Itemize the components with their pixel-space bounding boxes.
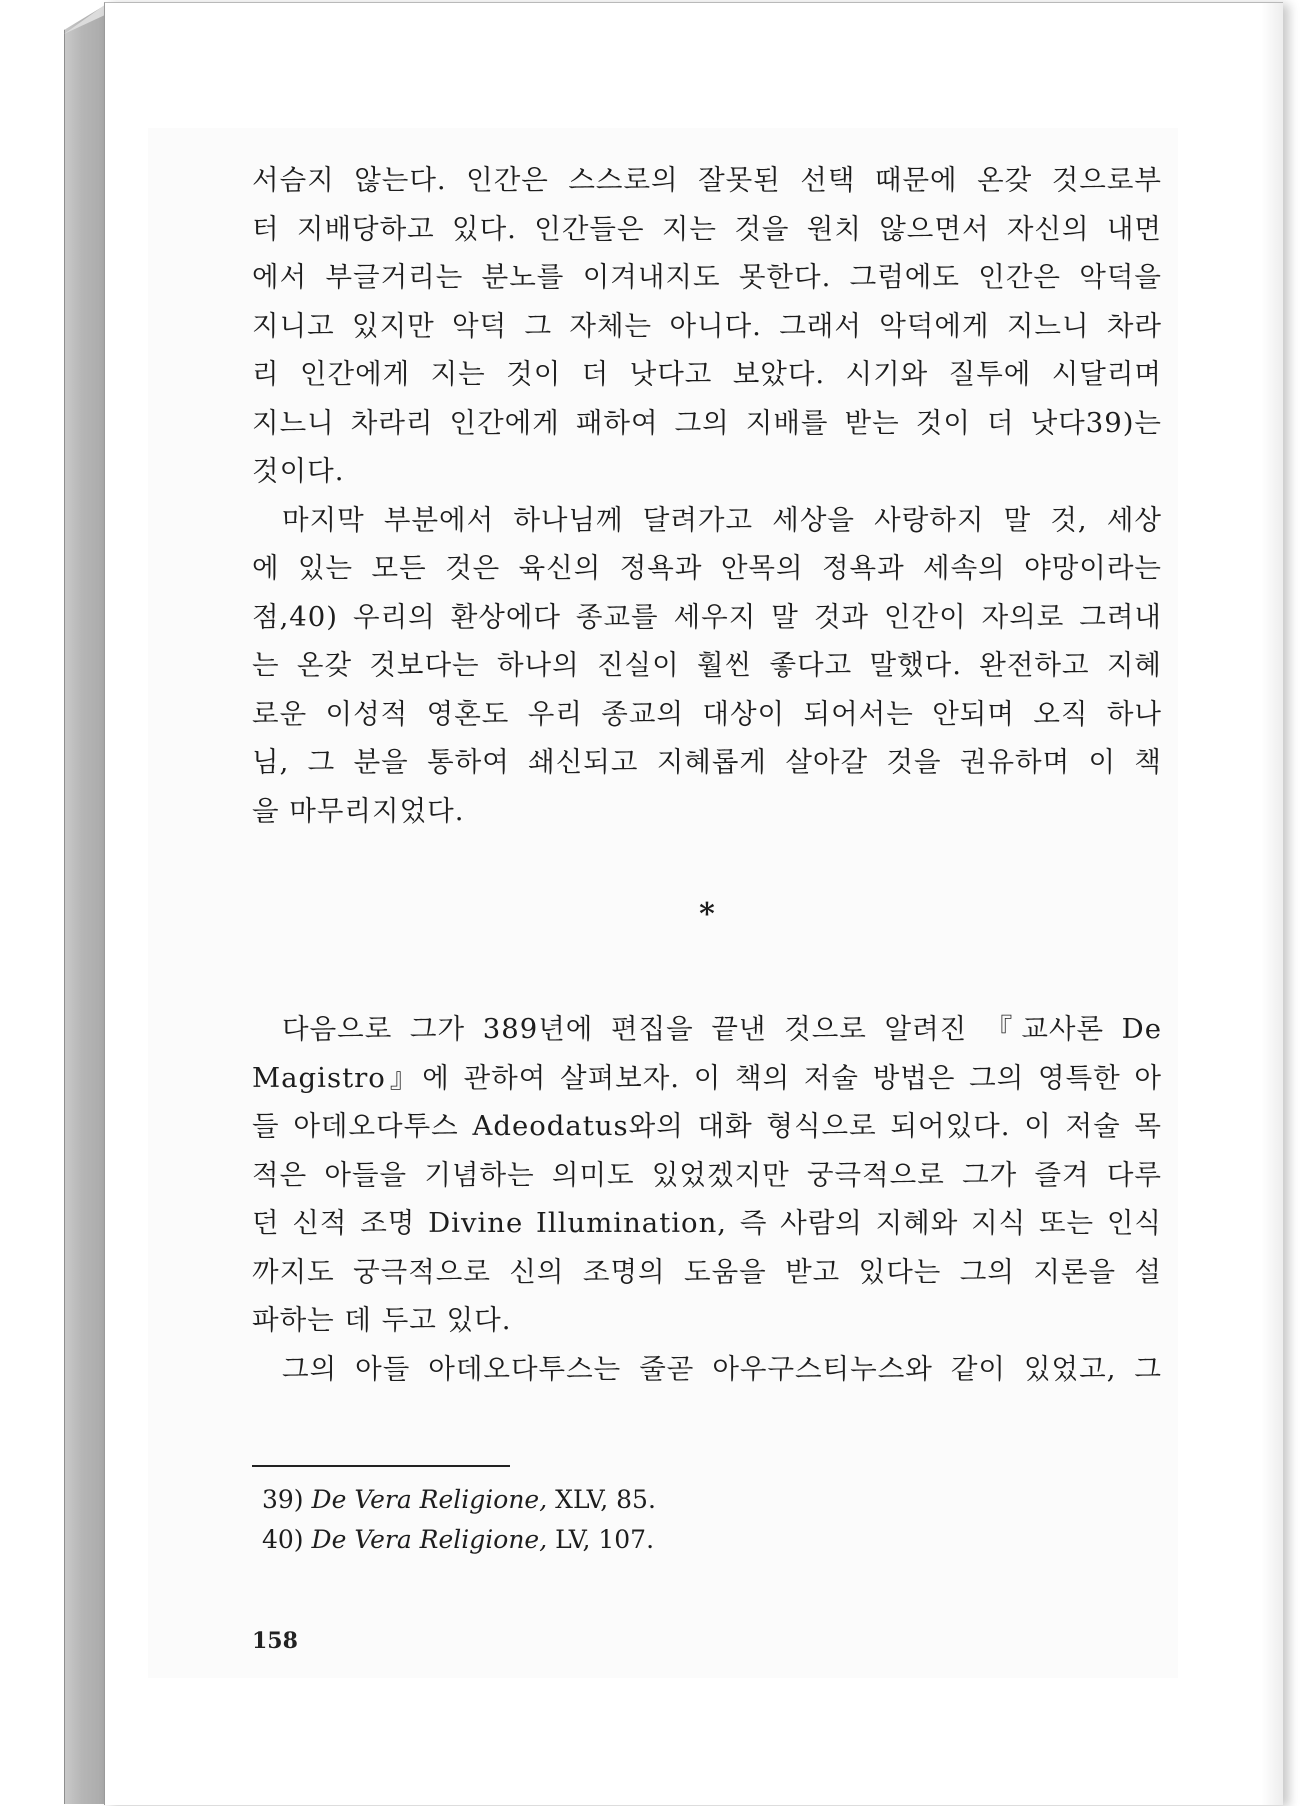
text-line: 파하는 데 두고 있다. bbox=[252, 1304, 512, 1336]
body-text bbox=[252, 156, 1162, 1393]
text-line: 는 온갖 것보다는 하나의 진실이 훨씬 좋다고 말했다. 완전하고 지혜 bbox=[252, 649, 1162, 681]
text-line: 까지도 궁극적으로 신의 조명의 도움을 받고 있다는 그의 지론을 설 bbox=[252, 1255, 1162, 1288]
page-shadow bbox=[1261, 3, 1283, 1805]
footnote bbox=[262, 1480, 962, 1520]
footnote-reference: XLV, 85. bbox=[555, 1485, 656, 1514]
text-line: 적은 아들을 기념하는 의미도 있었겠지만 궁극적으로 그가 즐겨 다루 bbox=[252, 1158, 1162, 1191]
text-line: 지느니 차라리 인간에게 패하여 그의 지배를 받는 것이 더 낫다39)는 bbox=[252, 406, 1162, 439]
footnote-number: 39) bbox=[262, 1485, 304, 1514]
footnote-title: De Vera Religione, bbox=[311, 1525, 548, 1554]
text-line: 마지막 부분에서 하나님께 달려가고 세상을 사랑하지 말 것, 세상 bbox=[282, 503, 1162, 536]
book-edge bbox=[64, 4, 107, 1804]
text-line: 을 마무리지었다. bbox=[252, 794, 465, 827]
text-line: 님, 그 분을 통하여 쇄신되고 지혜롭게 살아갈 것을 권유하며 이 책 bbox=[252, 746, 1162, 778]
section-divider-asterisk: * bbox=[699, 897, 715, 932]
text-line: 것이다. bbox=[252, 455, 345, 487]
text-line: 던 신적 조명 Divine Illumination, 즉 사람의 지혜와 지식 또는 인식 bbox=[252, 1207, 1162, 1239]
footnote-title: De Vera Religione, bbox=[311, 1485, 548, 1514]
text-line: 리 인간에게 지는 것이 더 낫다고 보았다. 시기와 질투에 시달리며 bbox=[252, 358, 1162, 390]
footnote bbox=[262, 1520, 962, 1560]
text-line: 로운 이성적 영혼도 우리 종교의 대상이 되어서는 안되며 오직 하나 bbox=[252, 697, 1162, 730]
text-line: 다음으로 그가 389년에 편집을 끝낸 것으로 알려진 『교사론 De bbox=[282, 1013, 1162, 1045]
text-line: 서슴지 않는다. 인간은 스스로의 잘못된 선택 때문에 온갖 것으로부 bbox=[252, 164, 1162, 196]
text-line: Magistro』에 관하여 살펴보자. 이 책의 저술 방법은 그의 영특한 아 bbox=[252, 1061, 1162, 1094]
text-line: 터 지배당하고 있다. 인간들은 지는 것을 원치 않으면서 자신의 내면 bbox=[252, 212, 1162, 245]
text-line: 점,40) 우리의 환상에다 종교를 세우지 말 것과 인간이 자의로 그려내 bbox=[252, 600, 1162, 633]
text-line: 에 있는 모든 것은 육신의 정욕과 안목의 정욕과 세속의 야망이라는 bbox=[252, 552, 1162, 584]
page-number: 158 bbox=[252, 1628, 298, 1654]
text-line: 들 아데오다투스 Adeodatus와의 대화 형식으로 되어있다. 이 저술 목 bbox=[252, 1110, 1162, 1142]
footnote-rule bbox=[252, 1465, 510, 1467]
footnote-reference: LV, 107. bbox=[555, 1525, 655, 1554]
text-line: 에서 부글거리는 분노를 이겨내지도 못한다. 그럼에도 인간은 악덕을 bbox=[252, 261, 1162, 293]
text-line: 지니고 있지만 악덕 그 자체는 아니다. 그래서 악덕에게 지느니 차라 bbox=[252, 309, 1162, 342]
text-line: 그의 아들 아데오다투스는 줄곧 아우구스티누스와 같이 있었고, 그 bbox=[282, 1352, 1162, 1385]
footnotes bbox=[262, 1480, 962, 1560]
footnote-number: 40) bbox=[262, 1525, 304, 1554]
